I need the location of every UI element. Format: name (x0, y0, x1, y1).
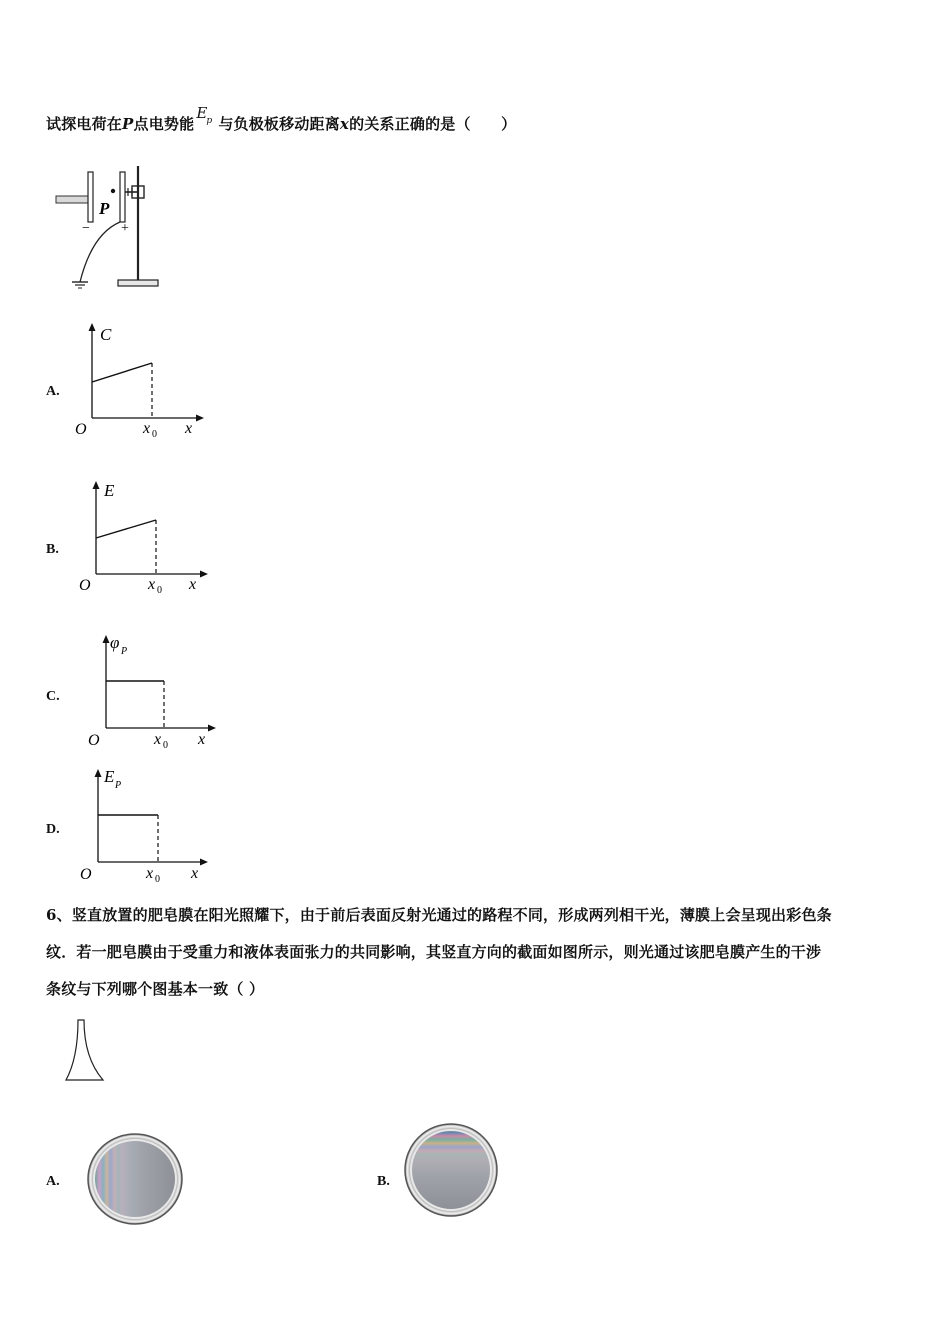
q5-b-line (96, 520, 156, 538)
q5-d-x0-sub: 0 (155, 874, 160, 885)
q5-a-x0-sub: 0 (152, 429, 157, 438)
q5-d-x-label: x (191, 865, 199, 882)
q5-stem-point-p: P (122, 115, 134, 133)
q5-c-x0: x (154, 731, 162, 748)
q5-stem-x: x (339, 115, 350, 133)
q5-stem-text-3: 与负极板移动距离 (218, 115, 340, 133)
q6-option-b-fringe-image[interactable] (403, 1122, 499, 1218)
plus-sign: + (121, 221, 129, 236)
q5-option-d-graph[interactable] (78, 764, 218, 888)
q5-c-y-label: φ (110, 633, 120, 652)
point-p-label: P (99, 199, 110, 218)
q5-stem-text-4: 的关系正确的是（ ） (349, 115, 517, 133)
q5-b-y-label: E (104, 481, 115, 500)
q5-a-x-label: x (185, 420, 193, 437)
q5-stem (46, 106, 516, 143)
q5-d-y-label: E (104, 767, 115, 786)
q5-a-y-label: C (100, 325, 112, 344)
q5-option-b-letter[interactable]: B. (46, 542, 59, 557)
q5-option-d-letter[interactable]: D. (46, 822, 60, 837)
capacitor-apparatus-figure (52, 164, 162, 294)
q5-option-c-graph[interactable] (84, 630, 224, 754)
q6-stem-line-1: 6、竖直放置的肥皂膜在阳光照耀下，由于前后表面反射光通过的路程不同，形成两列相干光，薄膜上会呈现出彩色条 (46, 906, 832, 924)
soap-film-cross-section-figure (62, 1018, 110, 1086)
q6-stem-line-3: 条纹与下列哪个图基本一致（ ） (46, 980, 265, 998)
q5-stem-text-1: 试探电荷在 (46, 115, 123, 133)
q5-b-x0: x (148, 576, 156, 593)
q5-b-x-label: x (189, 576, 197, 593)
q5-option-c-letter[interactable]: C. (46, 689, 60, 704)
q5-d-origin: O (80, 866, 92, 883)
point-p-dot (111, 189, 115, 193)
q5-c-y-label-sub: P (121, 646, 128, 657)
q5-a-origin: O (75, 421, 87, 438)
q5-c-x0-sub: 0 (163, 740, 168, 751)
q5-option-a-graph[interactable] (70, 318, 210, 438)
q5-b-origin: O (79, 577, 91, 594)
q5-a-x0: x (143, 420, 151, 437)
q5-stem-ep-symbol: E p (196, 104, 213, 126)
q5-c-origin: O (88, 732, 100, 749)
q5-stem-text-2: 点电势能 (133, 115, 195, 133)
q5-option-a-letter[interactable]: A. (46, 384, 60, 399)
q5-a-line (92, 363, 152, 382)
q6-stem (46, 897, 832, 1008)
q5-option-b-graph[interactable] (76, 476, 216, 596)
minus-sign: − (82, 221, 90, 236)
q6-stem-line-2: 纹．若一肥皂膜由于受重力和液体表面张力的共同影响，其竖直方向的截面如图所示，则光通过该肥皂膜产生的干涉 (46, 943, 822, 961)
q6-option-a-letter[interactable]: A. (46, 1174, 60, 1189)
q5-d-x0: x (146, 865, 154, 882)
q6-option-a-fringe-image[interactable] (86, 1132, 184, 1226)
q5-d-y-label-sub: P (115, 780, 122, 791)
q6-option-b-letter[interactable]: B. (377, 1174, 390, 1189)
q5-c-x-label: x (198, 731, 206, 748)
q5-b-x0-sub: 0 (157, 585, 162, 596)
